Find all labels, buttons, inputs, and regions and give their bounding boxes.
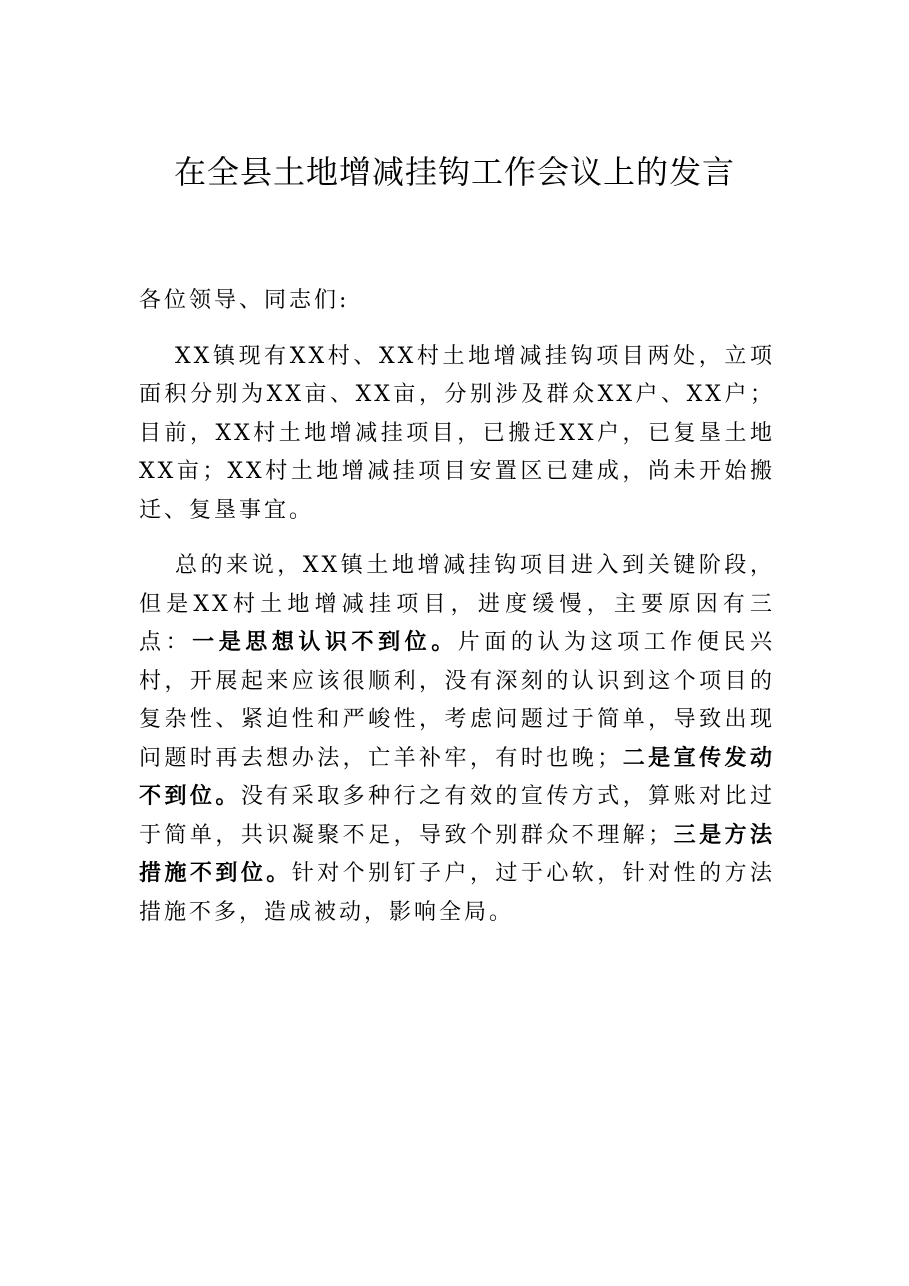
point-1-text: 片面的认为这项工作便民兴村，开展起来应该很顺利，没有深刻的认识到这个项目的复杂性、紧迫性和严峻性，考虑问题过于简单，导致出现问题时再去想办法，亡羊补牢，有时也晚； [139, 630, 775, 771]
point-2-text: 没有采取多种行之有效的宣传方式，算账对比过于简单，共识凝聚不足，导致个别群众不理解； [139, 784, 775, 848]
paragraph-1: XX镇现有XX村、XX村土地增减挂钩项目两处，立项面积分别为XX亩、XX亩，分别涉及群众XX户、XX户；目前，XX村土地增减挂项目，已搬迁XX户，已复垦土地XX亩；XX村土地增减挂项目安置区已建成，尚未开始搬迁、复垦事宜。 [139, 343, 775, 523]
point-2-heading: 二是宣传发动不到位。 [139, 745, 775, 809]
point-1-heading: 一是思想认识不到位。 [192, 630, 458, 655]
salutation: 各位领导、同志们: [139, 288, 350, 313]
paragraph-2 [139, 547, 775, 932]
point-3-text: 针对个别钉子户，过于心软，针对性的方法措施不多，造成被动，影响全局。 [139, 861, 775, 925]
point-3-heading: 三是方法措施不到位。 [139, 822, 775, 886]
document-body [139, 282, 775, 949]
document-title: 在全县土地增减挂钩工作会议上的发言 [173, 153, 735, 191]
paragraph-2-intro: 总的来说，XX镇土地增减挂钩项目进入到关键阶段，但是XX村土地增减挂项目，进度缓慢，主要原因有三点： [139, 553, 775, 655]
